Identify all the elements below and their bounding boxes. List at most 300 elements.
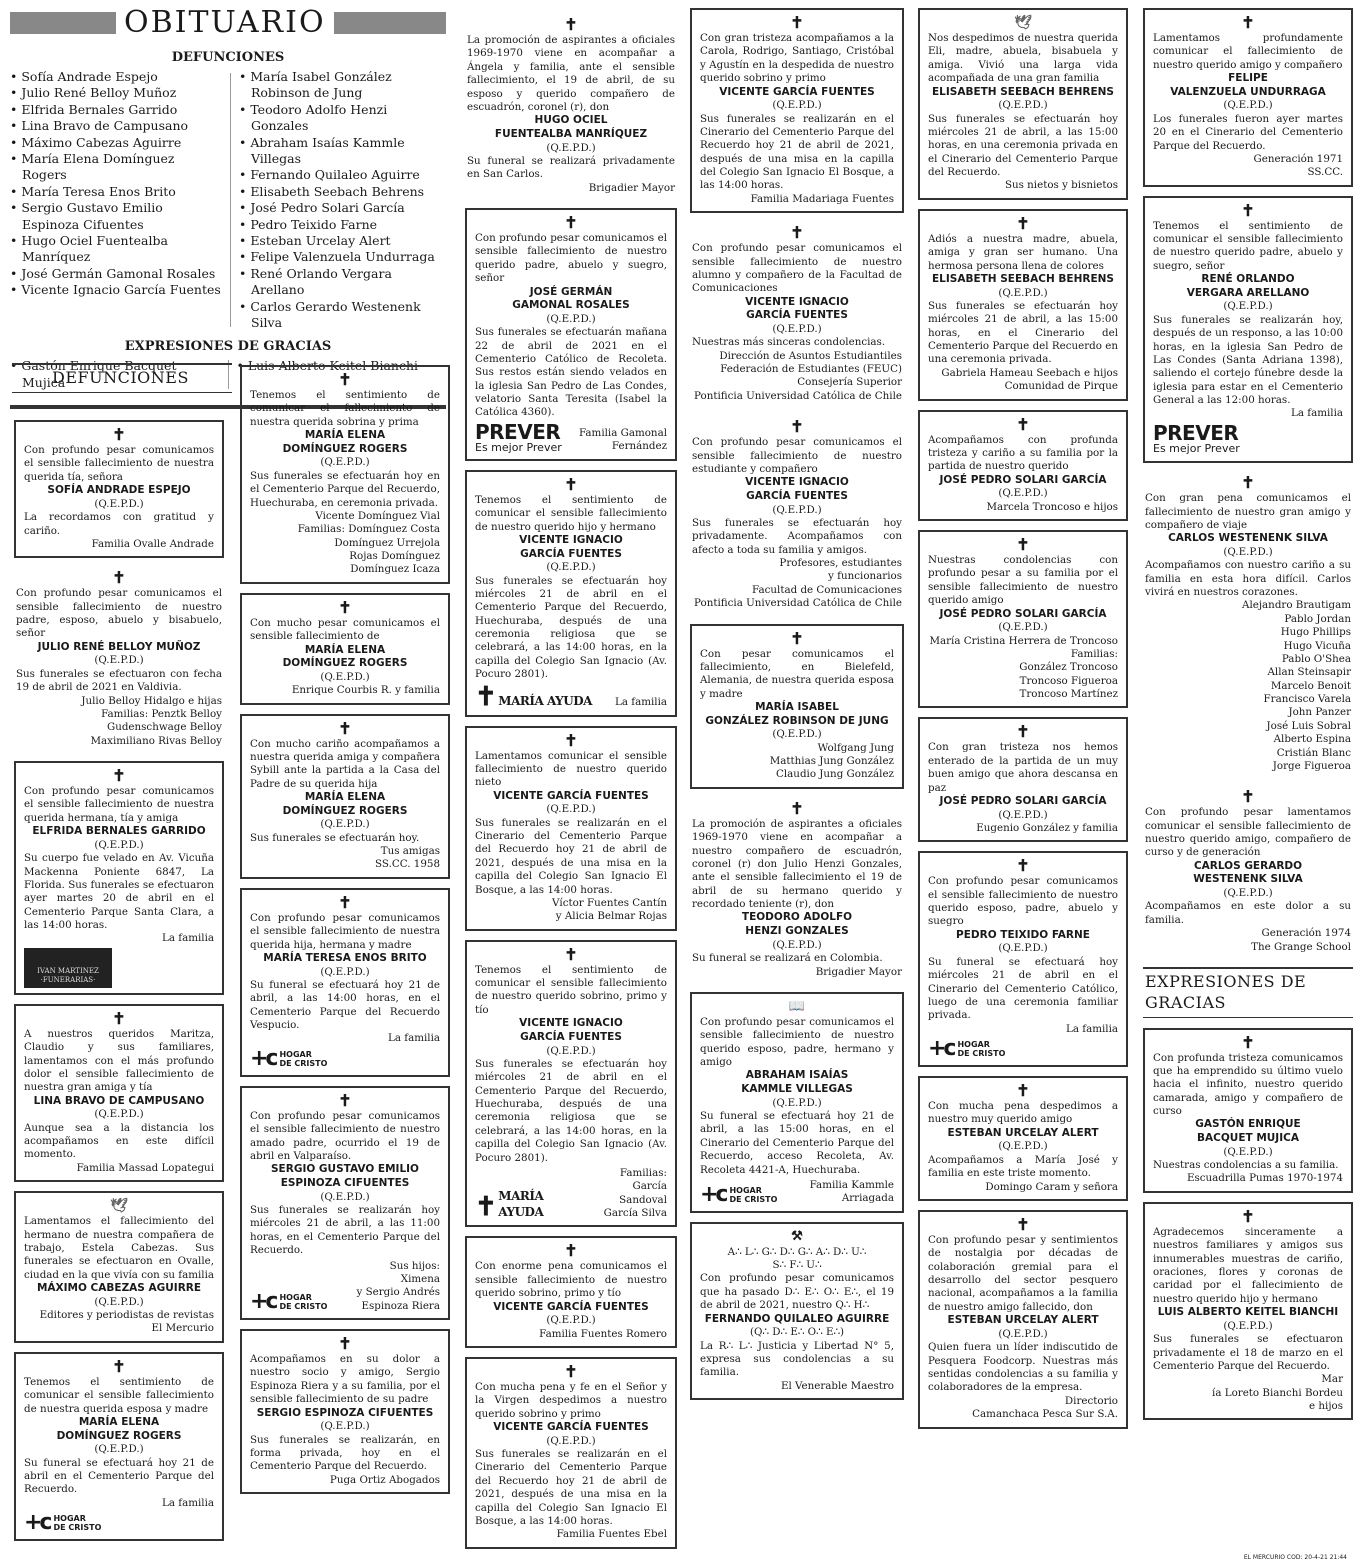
deceased-name: JOSÉ GERMÁN	[529, 285, 613, 298]
signature-block	[1153, 1373, 1343, 1413]
deceased-name: DOMÍNGUEZ ROGERS	[282, 442, 408, 455]
signature-block	[928, 501, 1118, 514]
signature-line: Mar	[1321, 1373, 1343, 1386]
bullet-icon: •	[10, 101, 22, 117]
signature-line: Pontificia Universidad Católica de Chile	[694, 597, 902, 610]
signature-block	[692, 350, 902, 404]
index-entry	[239, 102, 446, 135]
notice-body: Sus funerales se efectuarán hoy miércoles 21 de abril, a las 15:00 horas, en el Cinerario del Cementerio Parque del Recuerdo en una ceremonia privada.	[928, 299, 1118, 366]
signature-line: Dirección de Asuntos Estudiantiles	[719, 349, 902, 362]
deceased-name: ELISABETH SEEBACH BEHRENS	[932, 272, 1114, 285]
signature-line: Familias:	[1070, 647, 1118, 660]
ivan-martinez-text: IVAN MARTINEZ	[37, 966, 99, 975]
ivan-martinez-logo	[24, 948, 112, 988]
qepd-label: (Q.E.P.D.)	[998, 808, 1048, 821]
cross-icon: ✝	[112, 766, 126, 786]
deceased-name: HUGO OCIEL	[534, 114, 608, 127]
index-name: Gastón Enrique Bacquet Mujica	[21, 358, 177, 390]
bible-icon: 📖	[788, 998, 806, 1014]
signature-line: Familias: Penztk Belloy	[101, 707, 222, 720]
notice-body: Sus funerales se realizarán, en forma privada, hoy en el Cementerio Parque del Recuerdo.	[250, 1433, 440, 1473]
prever-logo-text: PREVER	[1153, 420, 1239, 445]
signature-block	[24, 1162, 214, 1175]
notice-body: Nuestras más sinceras condolencias.	[692, 336, 886, 349]
signature-line: Federación de Estudiantes (FEUC)	[720, 363, 902, 376]
obituary-notice	[918, 1076, 1128, 1201]
hogar-de-cristo-icon: +c	[24, 1510, 50, 1536]
deceased-name: VICENTE IGNACIO	[519, 533, 623, 546]
deceased-name: MARÍA ELENA	[304, 791, 386, 804]
obituary-notice	[14, 1352, 224, 1541]
obituary-notice	[240, 714, 450, 879]
notice-body: Su funeral se realizará privadamente en San Carlos.	[467, 154, 675, 181]
obituary-notice	[465, 1236, 677, 1348]
notice-body: Sus funerales se efectuarán hoy.	[250, 831, 420, 844]
signature-block	[250, 1032, 440, 1045]
masonic-invocation: A∴ L∴ G∴ D∴ G∴ A∴ D∴ U∴	[727, 1245, 867, 1258]
signature-line: García Sandoval	[619, 1180, 667, 1206]
signature-line: La familia	[162, 932, 214, 945]
signature-line: Familia Gamonal	[578, 427, 667, 440]
notice-body: Sus funerales se efectuarán hoy miércoles 21 de abril, a las 15:00 horas, en una ceremonia privada en el Cinerario del Cementerio Parque del Recuerdo.	[928, 112, 1118, 179]
obituary-notice	[918, 1210, 1128, 1429]
signature-line: La familia	[162, 1496, 214, 1509]
index-entry	[10, 266, 222, 282]
notice-intro: Tenemos el sentimiento de comunicar el sensible fallecimiento de nuestro querido sobrino, primo y tío	[475, 963, 667, 1016]
notice-body: Sus funerales se efectuarán hoy privadamente. Acompañamos con afecto a toda su familia y amigos.	[692, 516, 902, 556]
deceased-name: GARCÍA FUENTES	[746, 309, 848, 322]
signature-line: Espinoza Riera	[361, 1299, 440, 1312]
notice-body: Sus funerales se efectuarán mañana 22 de abril de 2021 en el Cementerio Católico de Recoleta. Sus restos están siendo velados en la iglesia San Pedro de Las Condes, velatorio Santa Teresita (Isabel la Católica 4360).	[475, 326, 667, 419]
deceased-name: CARLOS WESTENENK SILVA	[1168, 532, 1328, 545]
obituary-notice	[1143, 786, 1353, 958]
index-name: María Isabel González Robinson de Jung	[250, 68, 392, 101]
index-list-right	[239, 69, 446, 332]
deceased-name: MARÍA ISABEL	[755, 701, 839, 714]
notice-intro: Con profundo pesar comunicamos el sensible fallecimiento de nuestro padre, esposo, abuelo y bisabuelo, señor	[16, 587, 222, 640]
signature-line: Vicente Domínguez Vial	[315, 509, 440, 522]
signature-line: Directorio	[1064, 1394, 1118, 1407]
signature-line: Wolfgang Jung	[817, 741, 894, 754]
notice-intro: Con mucho pesar comunicamos el sensible fallecimiento de	[250, 616, 440, 643]
signature-block	[475, 1328, 667, 1341]
index-name: Fernando Quilaleo Aguirre	[250, 167, 420, 183]
signature-line: Editores y periodistas de revistas	[39, 1309, 214, 1322]
signature-block	[700, 742, 894, 782]
index-entry	[239, 184, 446, 200]
deceased-name: GARCÍA FUENTES	[520, 1030, 622, 1043]
signature-block	[928, 1395, 1118, 1422]
qepd-label: (Q.E.P.D.)	[546, 803, 596, 816]
cross-icon: ✝	[338, 892, 352, 912]
masonic-invocation-2: S∴ F∴ U∴	[772, 1259, 822, 1272]
signature-line: ía Loreto Bianchi Bordeu	[1212, 1386, 1343, 1399]
prever-logo-text: PREVER	[475, 419, 561, 444]
obituary-notice	[465, 940, 677, 1228]
signature-line: Puga Ortiz Abogados	[329, 1473, 440, 1486]
qepd-label: (Q.E.P.D.)	[94, 654, 144, 667]
qepd-label: (Q.E.P.D.)	[546, 141, 596, 154]
qepd-label: (Q.E.P.D.)	[320, 1190, 370, 1203]
notice-body: Sus funerales se realizarán hoy miércoles 21 de abril, a las 11:00 horas, en el Cementerio Parque del Recuerdo.	[250, 1204, 440, 1257]
signature-line: Consejería Superior	[797, 376, 902, 389]
cross-icon: ✝	[1241, 1206, 1255, 1226]
signature-line: María Cristina Herrera de Troncoso	[929, 634, 1118, 647]
cross-icon: ✝	[112, 1356, 126, 1376]
cross-icon: ✝	[1016, 535, 1030, 555]
index-name: María Elena Domínguez Rogers	[21, 150, 175, 183]
qepd-label: (Q.E.P.D.)	[546, 312, 596, 325]
signature-line: Familia Fuentes Romero	[539, 1327, 667, 1340]
logo-wrap	[24, 1512, 214, 1534]
compass-square-icon: ⚒	[791, 1228, 803, 1244]
signature-line: El Venerable Maestro	[780, 1379, 894, 1392]
notice-footer	[475, 419, 667, 454]
prever-logo	[1153, 420, 1240, 455]
signature-block	[928, 367, 1118, 394]
signature-line: Víctor Fuentes Cantín	[551, 896, 667, 909]
signature-line: José Luis Sobral	[1266, 719, 1351, 732]
notice-body: Sus funerales se realizarán en el Cinerario del Cementerio Parque del Recuerdo hoy 21 de abril de 2021, después de una misa en la capilla del Colegio San Ignacio El Bosque, a las 14:00 horas.	[475, 1448, 667, 1527]
qepd-label: (Q.E.P.D.)	[1223, 99, 1273, 112]
signature-line: SS.CC.	[1307, 166, 1343, 179]
notice-body: Acompañamos con nuestro cariño a su familia en esta hora difícil. Carlos vivirá en nuestros corazones.	[1145, 559, 1351, 599]
hogar-label: HOGAR	[957, 1040, 990, 1050]
logo-wrap	[250, 1045, 440, 1071]
hogar-de-cristo-icon: +c	[250, 1045, 276, 1071]
notice-intro: Con mucho cariño acompañamos a nuestra querida amiga y compañera Sybill ante la partida a la Casa del Padre de su querida hija	[250, 737, 440, 790]
deceased-name: ESTEBAN URCELAY ALERT	[947, 1126, 1099, 1139]
notice-intro: Nos despedimos de nuestra querida Eli, madre, abuela, bisabuela y amiga. Vivió una larga vida acompañada de una gran familia	[928, 32, 1118, 85]
signature-line: Marcela Troncoso e hijos	[986, 500, 1118, 513]
signature-line: Generación 1971	[1253, 152, 1343, 165]
notice-footer	[250, 1260, 440, 1314]
cross-icon: ✝	[564, 213, 578, 233]
notice-intro: La promoción de aspirantes a oficiales 1969-1970 viene en acompañar a Ángela y familia, ante el sensible fallecimiento, el 19 de abril, de su esposo y querido compañero de escuadrón, coronel (r), don	[467, 34, 675, 113]
obituary-notice	[240, 365, 450, 584]
hogar-de-cristo-text	[729, 1186, 777, 1204]
bullet-icon: •	[10, 232, 22, 248]
signature-line: Maximiliano Rivas Belloy	[90, 734, 222, 747]
qepd-label: (Q.E.P.D.)	[772, 322, 822, 335]
deceased-name: VICENTE IGNACIO	[519, 1017, 623, 1030]
qepd-label: (Q.E.P.D.)	[772, 728, 822, 741]
notice-intro: Tenemos el sentimiento de comunicar el sensible fallecimiento de nuestro querido padre, abuelo y suegro, señor	[1153, 219, 1343, 272]
hogar-de-cristo-logo	[700, 1181, 778, 1207]
index-entry	[239, 69, 446, 102]
obituary-notice	[690, 992, 904, 1213]
signature-block	[928, 1023, 1118, 1036]
signature-block	[692, 966, 902, 979]
bullet-icon: •	[10, 118, 22, 134]
obituary-notice	[918, 717, 1128, 842]
crucifix-icon: ✝	[475, 1192, 497, 1223]
qepd-label: (Q.E.P.D.)	[1223, 545, 1273, 558]
signature-block	[24, 538, 214, 551]
cross-icon: ✝	[1241, 787, 1255, 807]
index-entry	[10, 200, 222, 233]
signature-line: Allan Steinsapir	[1267, 666, 1351, 679]
deceased-name: MARÍA ELENA	[304, 429, 386, 442]
qepd-label: (Q.E.P.D.)	[94, 838, 144, 851]
obituary-notice	[690, 222, 904, 407]
notice-intro: Con profundo pesar comunicamos el sensible fallecimiento de nuestra querida tía, señora	[24, 444, 214, 483]
qepd-label: (Q.E.P.D.)	[998, 1140, 1048, 1153]
column-5	[918, 8, 1128, 1438]
hogar-de-cristo-icon: +c	[250, 1289, 276, 1315]
cross-icon: ✝	[112, 568, 126, 588]
index-entry	[239, 200, 446, 216]
deceased-name: SERGIO ESPINOZA CIFUENTES	[256, 1406, 434, 1419]
signature-line: Gabriela Hameau Seebach e hijos	[941, 366, 1118, 379]
signature-line: Troncoso Martínez	[1019, 688, 1118, 701]
qepd-label: (Q.E.P.D.)	[998, 942, 1048, 955]
qepd-label: (Q∴ D∴ E∴ O∴ E∴)	[749, 1326, 845, 1339]
index-list-left	[10, 69, 222, 332]
signature-line: Sus hijos:	[389, 1259, 440, 1272]
index-entry	[239, 299, 446, 332]
qepd-label: (Q.E.P.D.)	[998, 621, 1048, 634]
column-1	[14, 420, 224, 1550]
signature-line: Domínguez Urrejola	[334, 536, 440, 549]
qepd-label: (Q.E.P.D.)	[94, 1295, 144, 1308]
signature-line: Brigadier Mayor	[588, 181, 675, 194]
cross-icon: ✝	[1241, 13, 1255, 32]
notice-body: Su funeral se realizará en Colombia.	[692, 952, 883, 965]
index-name: Felipe Valenzuela Undurraga	[250, 249, 435, 265]
signature-line: y funcionarios	[828, 570, 902, 583]
deceased-name: KAMMLE VILLEGAS	[741, 1083, 853, 1096]
deceased-name: DOMÍNGUEZ ROGERS	[56, 1429, 182, 1442]
cross-icon: ✝	[1016, 1081, 1030, 1101]
page-title: OBITUARIO	[124, 5, 326, 40]
cross-icon: ✝	[1016, 722, 1030, 742]
signature-line: Escuadrilla Pumas 1970-1974	[1186, 1172, 1343, 1185]
qepd-label: (Q.E.P.D.)	[546, 1434, 596, 1447]
hogar-de-cristo-text	[279, 1050, 327, 1068]
notice-intro: Con profundo pesar comunicamos el sensible fallecimiento de nuestra querida hija, hermana y madre	[250, 911, 440, 951]
notice-body: Acompañamos en este dolor a su familia.	[1145, 900, 1351, 926]
deceased-name: VICENTE GARCÍA FUENTES	[493, 789, 649, 802]
qepd-label: (Q.E.P.D.)	[320, 456, 370, 469]
signature-block	[250, 684, 440, 697]
deceased-name: WESTENENK SILVA	[1193, 873, 1303, 886]
signature-line: Familia Massad Lopategui	[76, 1161, 214, 1174]
signature-block	[1153, 1172, 1343, 1185]
hogar-de-cristo-logo	[24, 1512, 214, 1534]
cross-icon: ✝	[790, 798, 804, 818]
notice-body: La R∴ L∴ Justicia y Libertad N° 5, expresa sus condolencias a su familia.	[700, 1339, 894, 1379]
bullet-icon: •	[10, 68, 22, 84]
notice-footer	[475, 681, 667, 712]
index-name: María Teresa Enos Brito	[21, 183, 176, 199]
cross-icon: ✝	[1241, 1032, 1255, 1052]
signature-line: Matthias Jung González	[769, 755, 894, 768]
signature-line: Brigadier Mayor	[815, 965, 902, 978]
section-gracias-title: EXPRESIONES DE GRACIAS	[1145, 971, 1307, 1012]
signature-block	[928, 822, 1118, 835]
deceased-name: JOSÉ PEDRO SOLARI GARCÍA	[939, 473, 1107, 486]
obituary-notice	[1143, 1202, 1353, 1421]
notice-intro: Lamentamos comunicar el sensible fallecimiento de nuestro querido nieto	[475, 749, 667, 789]
deceased-name: CARLOS GERARDO	[1193, 859, 1303, 872]
index-entry	[10, 69, 222, 85]
signature-line: Marcelo Benoit	[1270, 679, 1351, 692]
notice-intro: Con profundo pesar comunicamos el sensible fallecimiento de nuestra querida hermana, tía y amiga	[24, 785, 214, 824]
obituary-notice	[465, 208, 677, 461]
bullet-icon: •	[238, 216, 251, 232]
deceased-name: ABRAHAM ISAÍAS	[745, 1069, 849, 1082]
notice-intro: Con profundo pesar comunicamos el sensible fallecimiento de nuestro querido esposo, padre, hermano y amigo	[700, 1015, 894, 1069]
qepd-label: (Q.E.P.D.)	[998, 1327, 1048, 1340]
notice-intro: Con gran pena comunicamos el fallecimiento de nuestro gran amigo y compañero de viaje	[1145, 492, 1351, 531]
deceased-name: GAMONAL ROSALES	[512, 299, 630, 312]
signature-line: Arriagada	[841, 1192, 894, 1205]
deceased-name: GARCÍA FUENTES	[746, 489, 848, 502]
signature-line: Familias: Domínguez Costa	[297, 523, 440, 536]
qepd-label: (Q.E.P.D.)	[94, 497, 144, 510]
footer-code: EL MERCURIO COD: 20-4-21 21:44	[1243, 1554, 1347, 1562]
obituary-notice	[918, 530, 1128, 708]
section-defunciones: DEFUNCIONES	[12, 363, 232, 393]
de-cristo-label: DE CRISTO	[279, 1058, 328, 1068]
deceased-name: VALENZUELA UNDURRAGA	[1170, 85, 1326, 98]
signature-block	[615, 696, 667, 709]
notice-intro: Lamentamos el fallecimiento del hermano de nuestra compañera de trabajo, Estela Cabezas. Sus funerales se efectuaron en Ovalle, ciudad en la que vivía con su familia	[24, 1215, 215, 1281]
notice-intro: Con profundo pesar comunicamos el sensible fallecimiento de nuestro querido padre, abuelo y suegro, señor	[475, 232, 667, 285]
signature-line: Cristián Blanc	[1276, 746, 1351, 759]
signature-block	[24, 1497, 214, 1510]
logo-wrap	[1153, 420, 1343, 456]
cross-icon: ✝	[338, 1334, 352, 1354]
index-name: Elisabeth Seebach Behrens	[250, 183, 425, 199]
notice-footer	[700, 1179, 894, 1206]
notice-body: Su funeral se efectuará hoy miércoles 21 de abril en el Cinerario del Cementerio Católico, luego de una ceremonia familiar privada.	[928, 955, 1118, 1022]
index-entry	[239, 249, 446, 265]
deceased-name: BACQUET MUJICA	[1197, 1132, 1299, 1145]
notice-body: Sus funerales se efectuarán hoy miércoles 21 de abril en el Cementerio Parque del Recuerdo, Huechuraba, después de una ceremonia religiosa que se celebrará, a las 14:00 horas, en la capilla del Colegio San Ignacio (Av. Pocuro 2801).	[475, 1057, 667, 1164]
maria-ayuda-logo	[475, 1189, 586, 1223]
qepd-label: (Q.E.P.D.)	[772, 99, 822, 112]
cross-icon: ✝	[338, 1090, 352, 1110]
cross-icon: ✝	[790, 417, 804, 437]
cross-icon: ✝	[1016, 1214, 1030, 1234]
signature-line: La familia	[1066, 1022, 1118, 1035]
bullet-icon: •	[10, 134, 22, 150]
notice-intro: Con profundo pesar comunicamos el sensible fallecimiento de nuestro amado padre, ocurrido el 19 de abril en Valparaíso.	[250, 1109, 440, 1162]
notice-intro: Tenemos el sentimiento de comunicar el fallecimiento de nuestra querida sobrina y prima	[250, 389, 440, 428]
bullet-icon: •	[10, 183, 22, 199]
cross-icon: ✝	[564, 15, 578, 34]
cross-icon: ✝	[1016, 414, 1030, 434]
notice-body: Acompañamos a María José y familia en este triste momento.	[928, 1153, 1118, 1180]
signature-block	[700, 1380, 894, 1393]
column-4	[690, 8, 904, 1409]
notice-intro: Nuestras condolencias con profundo pesar a su familia por el sensible fallecimiento de nuestro querido amigo	[928, 554, 1118, 607]
notice-intro: Con profundo pesar y sentimientos de nostalgia por décadas de colaboración gremial para el desarrollo del sector pesquero nacional, acompañamos a la familia de nuestro amigo fallecido, don	[928, 1233, 1118, 1313]
index-entry	[10, 233, 222, 266]
signature-block	[1145, 599, 1351, 773]
index-name: Teodoro Adolfo Henzi Gonzales	[250, 101, 388, 134]
column-2	[240, 365, 450, 1503]
deceased-name: VICENTE IGNACIO	[745, 295, 849, 308]
signature-line: Familias:	[619, 1166, 667, 1179]
signature-line: Domínguez Icaza	[350, 563, 440, 576]
signature-block	[1153, 153, 1343, 180]
dove-icon: 🕊	[1014, 15, 1032, 31]
obituary-notice	[690, 1222, 904, 1400]
signature-line: Eugenio González y familia	[976, 821, 1118, 834]
column-6	[1143, 8, 1353, 1429]
cross-icon: ✝	[564, 730, 578, 750]
deceased-name: GONZÁLEZ ROBINSON DE JUNG	[705, 714, 889, 727]
signature-line: Rojas Domínguez	[349, 550, 440, 563]
maria-ayuda-text: MARÍA AYUDA	[498, 694, 592, 708]
qepd-label: (Q.E.P.D.)	[1223, 887, 1273, 900]
signature-block	[928, 179, 1118, 192]
deceased-name: TEODORO ADOLFO	[741, 911, 853, 924]
signature-block	[692, 557, 902, 611]
signature-block	[250, 510, 440, 577]
obituary-notice	[14, 1191, 224, 1343]
qepd-label: (Q.E.P.D.)	[998, 487, 1048, 500]
notice-body: Sus funerales se realizarán en el Cinerario del Cementerio Parque del Recuerdo hoy 21 de abril de 2021, después de una misa en la capilla del Colegio San Ignacio El Bosque, a las 14:00 horas.	[475, 816, 667, 896]
cross-icon: ✝	[1241, 473, 1255, 493]
obituary-notice	[1143, 1028, 1353, 1193]
obituary-notice	[240, 888, 450, 1077]
qepd-label: (Q.E.P.D.)	[94, 1443, 144, 1456]
cross-icon: ✝	[1241, 200, 1255, 220]
deceased-name: FERNANDO QUILALEO AGUIRRE	[704, 1312, 890, 1325]
signature-line: Fernández	[611, 440, 667, 453]
de-cristo-label: DE CRISTO	[957, 1049, 1006, 1059]
obituary-notice	[14, 1004, 224, 1182]
bullet-icon: •	[10, 265, 22, 281]
deceased-name: ELISABETH SEEBACH BEHRENS	[932, 85, 1114, 98]
notice-intro: Con profundo pesar comunicamos que ha pasado D∴ E∴ O∴ E∴, el 19 de abril de 2021, nuestro Q∴ H∴	[700, 1272, 894, 1312]
signature-line: Enrique Courbis R. y familia	[291, 684, 440, 697]
hogar-label: HOGAR	[729, 1185, 762, 1195]
qepd-label: (Q.E.P.D.)	[1223, 1319, 1273, 1332]
obituary-notice	[690, 624, 904, 789]
signature-line: The Grange School	[1251, 940, 1351, 953]
deceased-name: LINA BRAVO DE CAMPUSANO	[33, 1094, 205, 1107]
cross-icon: ✝	[338, 597, 352, 617]
deceased-name: MARÍA ELENA	[78, 1415, 160, 1428]
hogar-de-cristo-logo	[928, 1038, 1118, 1060]
signature-line: Generación 1974	[1261, 927, 1351, 940]
obituary-notice	[465, 14, 677, 199]
qepd-label: (Q.E.P.D.)	[772, 1096, 822, 1109]
index-entry	[10, 135, 222, 151]
index-entry	[10, 102, 222, 118]
index-heading-gracias: EXPRESIONES DE GRACIAS	[124, 339, 332, 355]
deceased-name: ESPINOZA CIFUENTES	[280, 1177, 410, 1189]
signature-line: Familia Fuentes Ebel	[556, 1528, 667, 1541]
signature-line: La familia	[1291, 407, 1343, 420]
deceased-name: FUENTEALBA MANRÍQUEZ	[494, 127, 648, 140]
index-name: Sergio Gustavo Emilio Espinoza Cifuentes	[21, 200, 163, 232]
dove-icon: 🕊	[110, 1198, 128, 1215]
qepd-label: (Q.E.P.D.)	[320, 965, 370, 978]
logo-wrap	[928, 1038, 1118, 1060]
notice-body: Sus funerales se realizarán en el Cinerario del Cementerio Parque del Recuerdo hoy 21 de abril de 2021, después de una misa en la capilla del Colegio San Ignacio El Bosque, a las 14:00 horas.	[700, 112, 894, 192]
signature-line: Claudio Jung González	[776, 768, 894, 781]
obituary-notice	[918, 8, 1128, 200]
notice-body: Sus funerales se efectuaron privadamente el 18 de marzo en el Cementerio Parque del Recuerdo.	[1153, 1333, 1343, 1372]
bullet-icon: •	[10, 150, 22, 166]
cross-icon: ✝	[564, 474, 578, 494]
